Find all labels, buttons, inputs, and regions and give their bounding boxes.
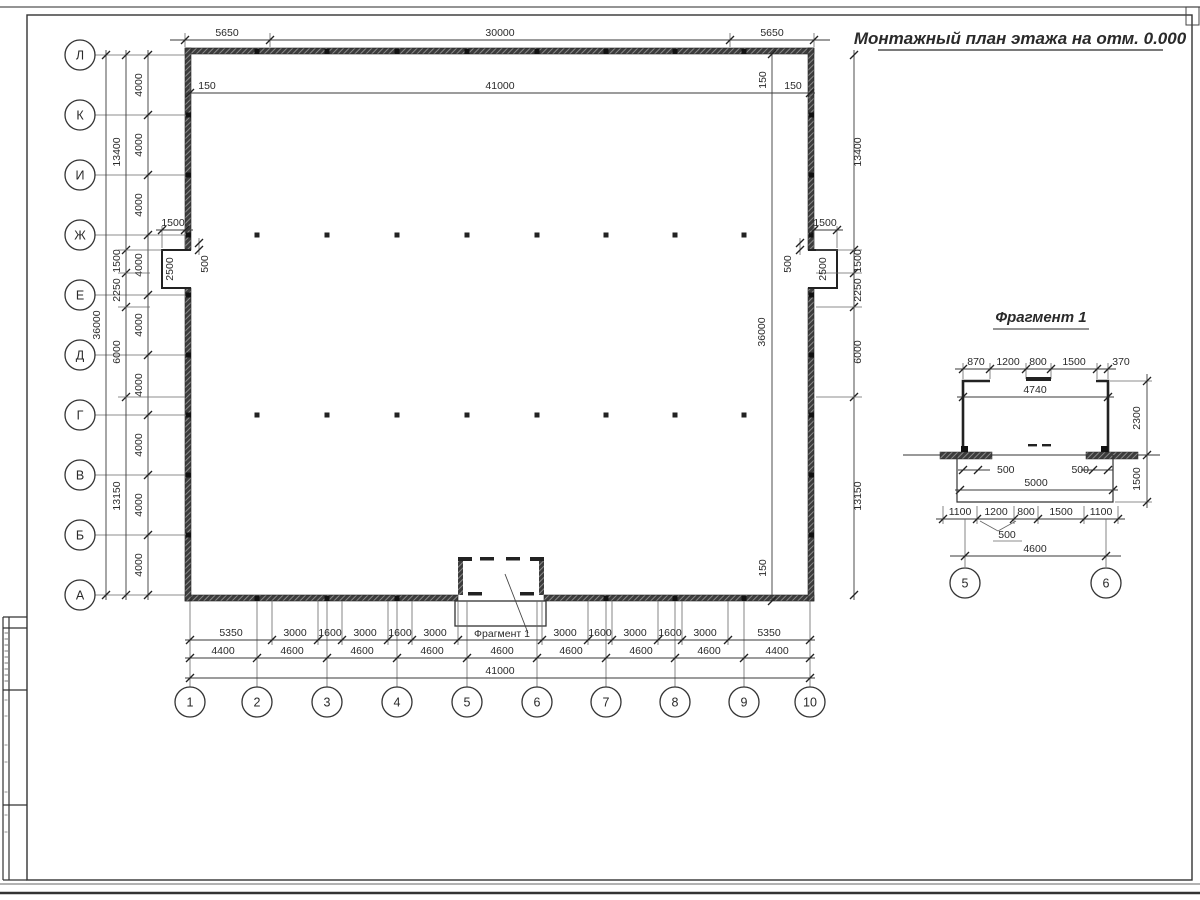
column-mark	[604, 413, 609, 418]
wall-right-lower	[808, 288, 814, 601]
dim-label: 1500	[813, 217, 837, 229]
axis-bubble-row-label: Г	[76, 408, 84, 423]
frag-floor-band-left	[940, 452, 992, 459]
column-mark	[604, 233, 609, 238]
dim-label: 500	[998, 529, 1016, 541]
column-mark	[742, 233, 747, 238]
sheet-borders	[0, 7, 1200, 893]
dim-label: 13400	[852, 137, 864, 167]
dim-label: 4600	[490, 645, 514, 657]
dim-label: 1500	[1062, 356, 1086, 368]
dim-label: 2250	[111, 278, 123, 302]
column-mark	[186, 353, 191, 358]
column-mark	[673, 49, 678, 54]
dim-label: 870	[967, 356, 985, 368]
frag-dash	[1042, 444, 1051, 446]
column-mark	[809, 533, 814, 538]
axis-bubble-col-label: 5	[463, 695, 471, 710]
dim-label: 36000	[756, 317, 768, 347]
wall-bottom-left	[185, 595, 458, 601]
dim-label: 3000	[553, 627, 577, 639]
dim-label: 4600	[629, 645, 653, 657]
fragment-title: Фрагмент 1	[995, 309, 1087, 326]
dim-label: 1200	[996, 356, 1020, 368]
dim-label: 3000	[423, 627, 447, 639]
dim-label: 3000	[283, 627, 307, 639]
frag-wall-right	[1096, 381, 1108, 455]
dim-label: 41000	[485, 80, 515, 92]
column-mark	[255, 233, 260, 238]
dim-label: 1500	[161, 217, 185, 229]
dim-label: 4740	[1023, 384, 1047, 396]
dim-label: 36000	[91, 310, 103, 340]
dim-label: 3000	[693, 627, 717, 639]
wall-left-lower	[185, 288, 191, 601]
dim-label: 4000	[133, 433, 145, 457]
axis-bubble-col-label: 6	[533, 695, 541, 710]
dim-label: 2500	[164, 257, 176, 281]
dim-label: 500	[997, 464, 1015, 476]
dim-label: 3000	[353, 627, 377, 639]
dim-label: 800	[1029, 356, 1047, 368]
column-mark	[395, 233, 400, 238]
axis-bubble-col-label: 7	[602, 695, 610, 710]
wall-top	[185, 48, 814, 54]
dim-label: 4000	[133, 553, 145, 577]
axis-bubble-frag-label: 6	[1102, 576, 1110, 591]
column-mark	[809, 353, 814, 358]
dim-label: 4000	[133, 193, 145, 217]
dim-label: 1500	[852, 249, 864, 273]
porch-outline	[455, 601, 546, 626]
dim-label: 500	[782, 255, 794, 273]
door-dash	[480, 557, 494, 561]
dim-label: 6000	[111, 340, 123, 364]
dim-label: 1500	[1049, 506, 1073, 518]
axis-bubble-col-label: 9	[740, 695, 748, 710]
dim-label: 4600	[280, 645, 304, 657]
axis-bubble-row-label: Ж	[74, 228, 86, 243]
dim-label: 4400	[765, 645, 789, 657]
page-title: Монтажный план этажа на отм. 0.000	[853, 29, 1187, 48]
dim-label: 5350	[219, 627, 243, 639]
frag-column	[961, 446, 968, 452]
dim-label: 1100	[948, 506, 972, 518]
column-mark	[535, 233, 540, 238]
main-title-block	[854, 29, 1187, 50]
column-mark	[742, 413, 747, 418]
title-block-strip	[3, 617, 27, 880]
column-mark	[742, 49, 747, 54]
column-mark	[325, 49, 330, 54]
dim-label: 150	[757, 559, 769, 577]
dim-label: 2300	[1131, 406, 1143, 430]
dim-label: 2250	[852, 278, 864, 302]
column-mark	[325, 233, 330, 238]
dim-label: 4600	[350, 645, 374, 657]
axis-bubble-col-label: 2	[253, 695, 261, 710]
column-mark	[186, 113, 191, 118]
dim-label: 4600	[1023, 543, 1047, 555]
dim-label: 4000	[133, 73, 145, 97]
dim-label: 150	[198, 80, 216, 92]
stamp-micro-text	[5, 633, 9, 832]
door-niche	[455, 557, 546, 633]
dim-label: 1600	[318, 627, 342, 639]
column-mark	[395, 596, 400, 601]
frag-lintel	[1026, 377, 1051, 381]
axis-bubble-row-label: Б	[75, 528, 85, 543]
dim-label: 4400	[211, 645, 235, 657]
dim-label: 1500	[1131, 467, 1143, 491]
column-mark	[186, 413, 191, 418]
axis-bubble-row-label: Л	[75, 48, 85, 63]
dim-label: 2500	[817, 257, 829, 281]
dim-label: 4000	[133, 373, 145, 397]
dim-label: 4000	[133, 133, 145, 157]
column-mark	[186, 173, 191, 178]
column-mark	[809, 413, 814, 418]
door-dash	[468, 592, 482, 596]
axis-bubble-col-label: 1	[186, 695, 194, 710]
column-mark	[673, 233, 678, 238]
axis-bubble-col-label: 10	[803, 695, 817, 710]
dim-label: 6000	[852, 340, 864, 364]
dim-label: 41000	[485, 665, 515, 677]
column-mark	[673, 596, 678, 601]
frag-wall-left	[963, 381, 990, 455]
axis-bubble-row-label: Е	[75, 288, 85, 303]
column-mark	[325, 413, 330, 418]
column-mark	[325, 596, 330, 601]
dim-label: 1600	[658, 627, 682, 639]
column-mark	[604, 49, 609, 54]
column-mark	[535, 49, 540, 54]
dim-label: 370	[1112, 356, 1130, 368]
dim-label: 1500	[111, 249, 123, 273]
dim-label: 4000	[133, 493, 145, 517]
column-mark	[535, 413, 540, 418]
dim-label: 1100	[1089, 506, 1113, 518]
column-mark	[809, 473, 814, 478]
dim-label: 3000	[623, 627, 647, 639]
column-mark	[186, 233, 191, 238]
axis-bubble-row-label: Д	[75, 348, 85, 363]
fragment-callout-label: Фрагмент 1	[474, 628, 530, 640]
dim-label: 4600	[697, 645, 721, 657]
dim-label: 1600	[588, 627, 612, 639]
dim-label: 13400	[111, 137, 123, 167]
door-dash	[506, 557, 520, 561]
frag-column	[1101, 446, 1108, 452]
column-mark	[255, 49, 260, 54]
dim-label: 5650	[760, 27, 784, 39]
axis-bubble-col-label: 3	[323, 695, 331, 710]
dim-label: 4600	[420, 645, 444, 657]
dim-label: 1200	[984, 506, 1008, 518]
axis-bubble-col-label: 4	[393, 695, 401, 710]
dim-label: 4600	[559, 645, 583, 657]
frame	[27, 15, 1192, 880]
axis-bubble-row-label: К	[76, 108, 84, 123]
dim-label: 4000	[133, 313, 145, 337]
column-mark	[186, 473, 191, 478]
column-mark	[255, 596, 260, 601]
column-mark	[604, 596, 609, 601]
dim-label: 13150	[111, 481, 123, 511]
frag-floor-band-right	[1086, 452, 1138, 459]
fragment-leader-line	[505, 574, 528, 633]
dim-label: 800	[1017, 506, 1035, 518]
column-mark	[255, 413, 260, 418]
column-mark	[395, 49, 400, 54]
column-mark	[186, 533, 191, 538]
dim-label: 5350	[757, 627, 781, 639]
axis-bubble-frag-label: 5	[961, 576, 969, 591]
dim-label: 1600	[388, 627, 412, 639]
column-mark	[395, 413, 400, 418]
dim-label: 5650	[215, 27, 239, 39]
dim-label: 5000	[1024, 477, 1048, 489]
axis-bubble-row-label: В	[75, 468, 85, 483]
axis-bubble-row-label: А	[75, 588, 85, 603]
dim-label: 150	[784, 80, 802, 92]
frag-dash	[1028, 444, 1037, 446]
fragment-detail	[903, 309, 1160, 502]
building-walls	[185, 48, 814, 601]
column-mark	[809, 113, 814, 118]
column-mark	[186, 293, 191, 298]
leader-line	[980, 521, 998, 531]
dim-label: 4000	[133, 253, 145, 277]
column-mark	[465, 413, 470, 418]
dim-label: 150	[757, 71, 769, 89]
column-mark	[742, 596, 747, 601]
column-mark	[673, 413, 678, 418]
axis-bubble-col-label: 8	[671, 695, 679, 710]
dim-label: 13150	[852, 481, 864, 511]
column-mark	[465, 49, 470, 54]
wall-left-upper	[185, 48, 191, 250]
axis-bubble-row-label: И	[75, 168, 85, 183]
door-dash	[520, 592, 534, 596]
column-mark	[809, 293, 814, 298]
dim-label: 500	[1071, 464, 1089, 476]
dim-label: 30000	[485, 27, 515, 39]
column-mark	[465, 233, 470, 238]
column-mark	[809, 173, 814, 178]
dim-label: 500	[199, 255, 211, 273]
